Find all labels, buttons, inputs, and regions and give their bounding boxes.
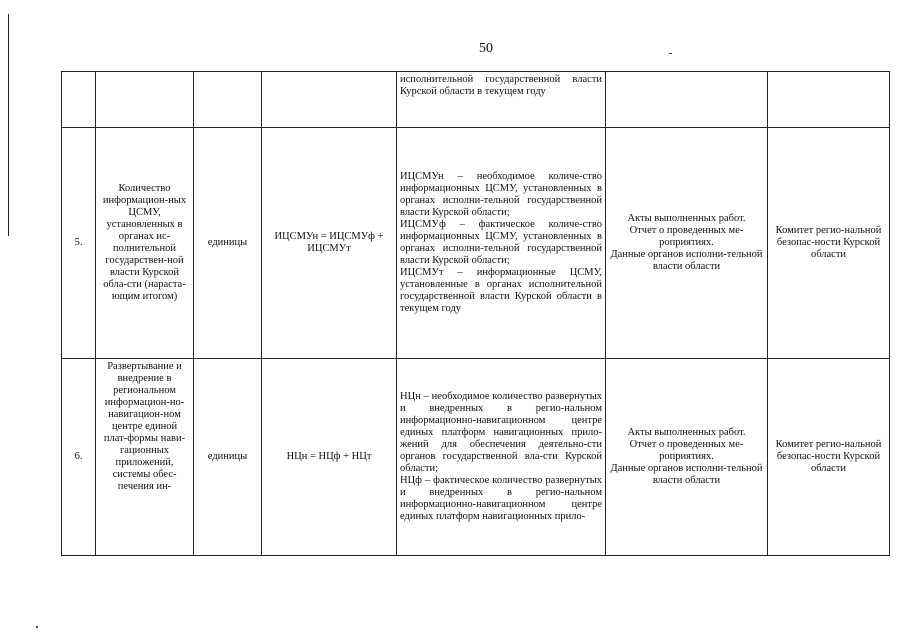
description-paragraph: НЦф – фактическое количество развернутых и внедренных в регио-нальном информационно-навигационном центре единых платформ навигационных прило- [400,475,602,522]
description-paragraph: ИЦСМУф – фактическое количе-ство информационных ЦСМУ, установленных в органах исполни-тельной государственной власти Курской области; [400,219,602,266]
responsible-body [768,128,890,359]
unit-of-measure: единицы [194,128,262,359]
description-paragraph: ИЦСМУн – необходимое количе-ство информационных ЦСМУ, установленных в органах исполни-тельной государственной власти Курской области; [400,171,602,218]
row-number [62,72,96,128]
indicator-name [96,72,194,128]
indicator-name: Количество информацион-ных ЦСМУ, установленных в органах ис-полнительной государствен-ной власти Курской обла-сти (нараста-ющим итогом) [96,128,194,359]
row-number: 6. [62,359,96,556]
calculation-formula: ИЦСМУн = ИЦСМУф + ИЦСМУт [262,128,397,359]
calculation-formula [262,72,397,128]
responsible-line: Комитет регио-нальной безопас-ности Курской области [775,439,882,474]
data-source [606,359,768,556]
row-number: 5. [62,128,96,359]
source-line: Данные органов исполни-тельной власти области [610,249,763,272]
source-line: Отчет о проведенных ме-роприятиях. [629,225,744,248]
responsible-line: Комитет регио-нальной безопас-ности Курской области [775,225,882,260]
source-line: Акты выполненных работ. [627,213,746,224]
margin-rule [8,14,9,236]
table-row [62,359,890,556]
data-source [606,128,768,359]
source-line: Данные органов исполни-тельной власти области [610,463,763,486]
description-paragraph: НЦн – необходимое количество развернутых и внедренных в регио-нальном информационно-навигационном центре единых платформ навигационных прило-жений для обеспечения деятельно-сти органов государственной вла-сти Курской области; [400,391,602,474]
responsible-body [768,72,890,128]
indicators-table [61,71,890,556]
formula-description [397,72,606,128]
table-row [62,72,890,128]
unit-of-measure [194,72,262,128]
table-row [62,128,890,359]
source-line: Отчет о проведенных ме-роприятиях. [629,439,744,462]
page-number: 50 [479,41,493,56]
description-paragraph: исполнительной государственной власти Курской области в текущем году [400,74,602,97]
formula-description [397,359,606,556]
scan-mark [669,53,672,54]
formula-description [397,128,606,359]
scan-dot [36,626,38,628]
description-paragraph: ИЦСМУт – информационные ЦСМУ, установленные в органах исполнительной государственной власти Курской области в текущем году [400,267,602,314]
calculation-formula: НЦн = НЦф + НЦт [262,359,397,556]
source-line: Акты выполненных работ. [627,427,746,438]
data-source [606,72,768,128]
indicator-name: Развертывание и внедрение в региональном информацион-но-навигацион-ном центре единой плат-формы нави-гационных приложений, системы обес-печения ин- [96,359,194,556]
responsible-body [768,359,890,556]
unit-of-measure: единицы [194,359,262,556]
